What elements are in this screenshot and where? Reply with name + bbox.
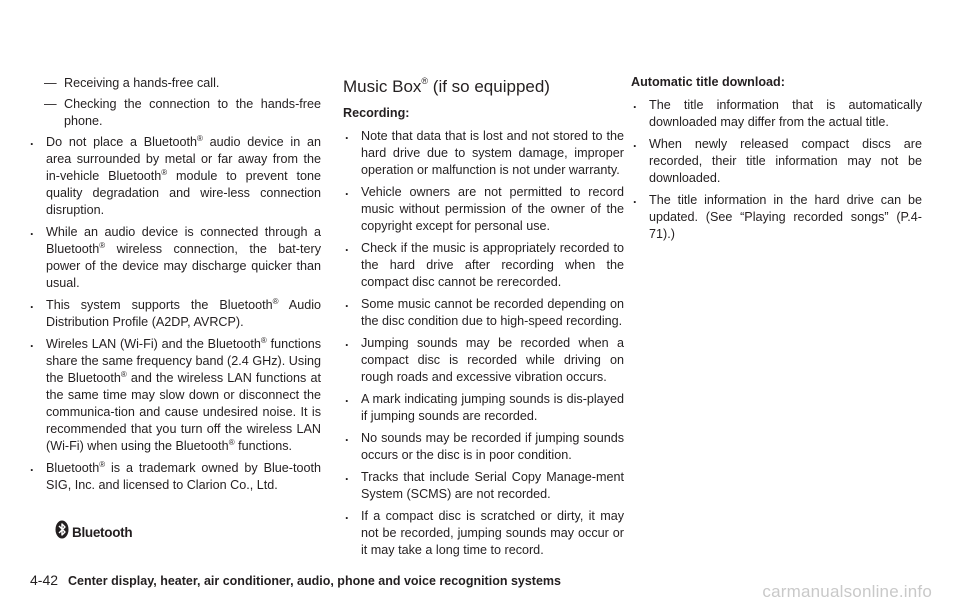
text-run: functions share the same frequency band (2.4 GHz). Using the Bluetooth (46, 337, 322, 385)
list-item-text: If a compact disc is scratched or dirty, it may not be recorded, jumping sounds may occur or it may take a long time to record. (361, 509, 624, 557)
list-item-text: Checking the connection to the hands-free phone. (64, 97, 321, 128)
title-download-subheading: Automatic title download: (631, 75, 785, 89)
bullet-mark: . (345, 184, 349, 198)
list-item (28, 134, 321, 219)
list-item (28, 75, 321, 92)
list-item-text: The title information in the hard drive can be updated. (See “Playing recorded songs” (P.4-71).) (649, 193, 922, 241)
bullet-mark: . (30, 134, 34, 148)
dash-mark: — (44, 76, 57, 90)
list-item (28, 224, 321, 292)
list-item (343, 391, 624, 425)
bluetooth-logo (55, 520, 132, 544)
registered-mark: ® (99, 460, 106, 469)
bullet-mark: . (345, 296, 349, 310)
list-item-text: Receiving a hands-free call. (64, 76, 220, 90)
dash-mark: — (44, 97, 57, 111)
list-item (343, 469, 624, 503)
list-item (631, 97, 922, 131)
bullet-mark: . (345, 391, 349, 405)
bullet-mark: . (633, 192, 637, 206)
page-footer (30, 572, 561, 588)
bullet-mark: . (345, 469, 349, 483)
text-run: module to prevent tone quality degradation and wire-less connection disruption. (46, 169, 321, 217)
list-item (343, 430, 624, 464)
text-run: functions. (234, 439, 293, 453)
list-item (631, 192, 922, 243)
right-column (631, 74, 922, 248)
registered-mark: ® (421, 76, 429, 86)
list-item-text: Jumping sounds may be recorded when a compact disc is recorded while driving on rough roads and excessive vibration occurs. (361, 336, 624, 384)
section-title (343, 77, 624, 97)
registered-mark: ® (120, 370, 127, 379)
text-run: Bluetooth (46, 461, 100, 475)
bluetooth-icon (55, 520, 69, 544)
text-run: Wireles LAN (Wi-Fi) and the Bluetooth (46, 337, 261, 351)
text-run: audio device in an area surrounded by metal or far away from the in-vehicle Bluetooth (46, 135, 321, 183)
title-text: (if so equipped) (428, 77, 550, 96)
list-item-text: No sounds may be recorded if jumping sounds occurs or the disc is in poor condition. (361, 431, 624, 462)
list-item-text: A mark indicating jumping sounds is dis-played if jumping sounds are recorded. (361, 392, 624, 423)
list-item (28, 336, 321, 455)
bullet-mark: . (633, 136, 637, 150)
bullet-mark: . (30, 336, 34, 350)
registered-mark: ® (197, 134, 203, 143)
left-column (28, 75, 321, 499)
list-item (28, 460, 321, 494)
list-item (343, 296, 624, 330)
text-run: Do not place a Bluetooth (46, 135, 197, 149)
bullet-mark: . (345, 128, 349, 142)
list-item-text: Some music cannot be recorded depending on the disc condition due to high-speed recording. (361, 297, 624, 328)
bullet-mark: . (345, 335, 349, 349)
bullet-mark: . (30, 297, 34, 311)
bullet-mark: . (345, 240, 349, 254)
list-item-text: Vehicle owners are not permitted to record music without permission of the owner of the copyright except for personal use. (361, 185, 624, 233)
list-item (343, 240, 624, 291)
registered-mark: ® (260, 336, 267, 345)
list-item-text: Tracks that include Serial Copy Manage-ment System (SCMS) are not recorded. (361, 470, 624, 501)
middle-column (343, 75, 624, 564)
registered-mark: ® (272, 297, 279, 306)
list-item (343, 508, 624, 559)
bluetooth-logo-text: Bluetooth (72, 524, 133, 540)
recording-subheading: Recording: (343, 106, 410, 120)
list-item (343, 184, 624, 235)
list-item (28, 297, 321, 331)
list-item (343, 128, 624, 179)
text-run: is a trademark owned by Blue-tooth SIG, Inc. and licensed to Clarion Co., Ltd. (46, 461, 321, 492)
bullet-mark: . (345, 508, 349, 522)
list-item (631, 136, 922, 187)
bullet-mark: . (30, 224, 34, 238)
text-run: and the wireless LAN functions at the same time may slow down or disconnect the communica-tion and cause undesired noise. It is recommended that you turn off the wireless LAN (Wi-Fi) when using the Bluetooth (46, 371, 321, 453)
registered-mark: ® (161, 168, 168, 177)
bullet-mark: . (633, 97, 637, 111)
bullet-mark: . (30, 460, 34, 474)
footer-title: Center display, heater, air conditioner, audio, phone and voice recognition systems (68, 574, 561, 588)
text-run: While an audio device is connected through a Bluetooth (46, 225, 321, 256)
list-item-text: When newly released compact discs are recorded, their title information may not be downloaded. (649, 137, 922, 185)
text-run: wireless connection, the bat-tery power of the device may discharge quicker than usual. (46, 242, 321, 290)
registered-mark: ® (99, 241, 106, 250)
list-item-text: Check if the music is appropriately recorded to the hard drive after recording when the compact disc cannot be rerecorded. (361, 241, 624, 289)
list-item-text: The title information that is automatically downloaded may differ from the actual title. (649, 98, 922, 129)
title-text: Music Box (343, 77, 422, 96)
text-run: Audio Distribution Profile (A2DP, AVRCP). (46, 298, 322, 329)
list-item (28, 96, 321, 130)
list-item-text: Note that data that is lost and not stored to the hard drive due to system damage, improper operation or malfunction is not under warranty. (361, 129, 624, 177)
list-item (343, 335, 624, 386)
bullet-mark: . (345, 430, 349, 444)
page-number: 4-42 (30, 572, 59, 588)
registered-mark: ® (228, 438, 235, 447)
watermark: carmanualsonline.info (762, 582, 932, 601)
text-run: This system supports the Bluetooth (46, 298, 273, 312)
